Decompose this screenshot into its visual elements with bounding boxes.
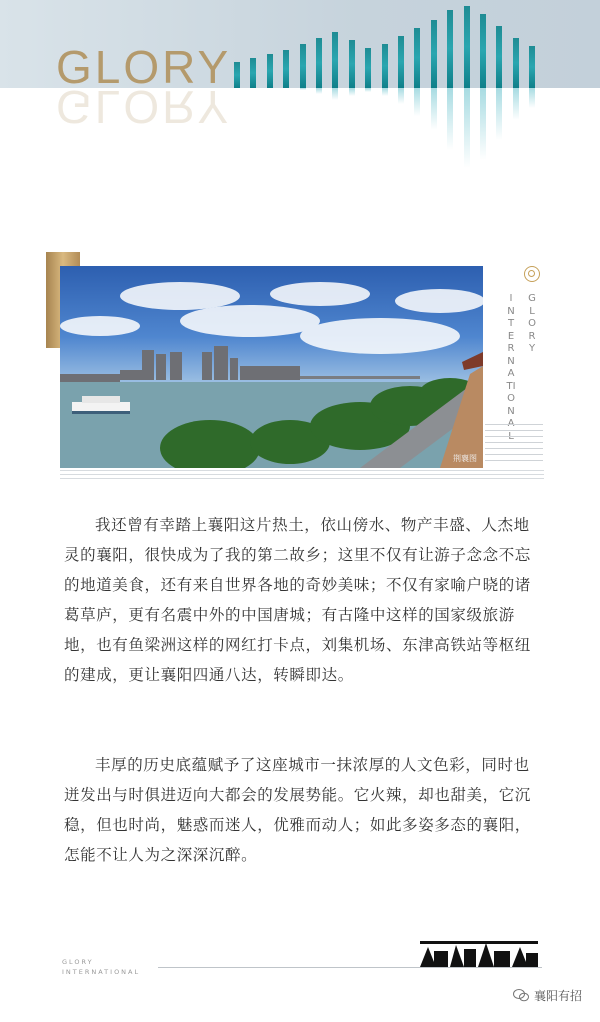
equalizer-bar-reflection — [382, 88, 388, 96]
side-rule-lines — [485, 424, 543, 466]
equalizer-bar-reflection — [349, 88, 355, 96]
equalizer-bar — [382, 44, 388, 88]
equalizer-bar — [496, 26, 502, 88]
equalizer-bar — [447, 10, 453, 88]
equalizer-bar-reflection — [398, 88, 404, 104]
equalizer-bar-reflection — [464, 88, 470, 168]
equalizer-bar — [529, 46, 535, 88]
paragraph-2: 丰厚的历史底蕴赋予了这座城市一抹浓厚的人文色彩，同时也迸发出与时俱进迈向大都会的发展势能。它火辣，却也甜美，它沉稳，但也时尚，魅惑而迷人，优雅而动人；如此多姿多态的襄阳，怎能不让人为之深深沉醉。 — [64, 756, 531, 864]
skyline-buildings — [60, 346, 300, 382]
city-river-photo — [60, 266, 483, 468]
equalizer-bar — [480, 14, 486, 88]
equalizer-bar-reflection — [365, 88, 371, 92]
footer-divider — [158, 967, 542, 968]
clouds — [60, 282, 483, 354]
equalizer-bar-reflection — [431, 88, 437, 130]
header-title: GLORY — [56, 41, 232, 93]
equalizer-bar-reflection — [332, 88, 338, 100]
equalizer-bar-reflection — [513, 88, 519, 120]
equalizer-bar — [300, 44, 306, 88]
equalizer-bar-reflection — [496, 88, 502, 140]
equalizer-bar — [431, 20, 437, 88]
equalizer-bar-reflection — [447, 88, 453, 150]
equalizer-bars-decoration — [234, 0, 544, 180]
equalizer-bar — [283, 50, 289, 88]
side-caption-glory: GLORY — [528, 293, 536, 354]
footer-skyline-icon — [420, 941, 538, 967]
paragraph-1: 我还曾有幸踏上襄阳这片热土，依山傍水、物产丰盛、人杰地灵的襄阳，很快成为了我的第二故乡；这里不仅有让游子念念不忘的地道美食，还有来自世界各地的奇妙美味；不仅有家喻户晓的诸葛草庐，更有名震中外的中国唐城；有古隆中这样的国家级旅游地，也有鱼梁洲这样的网红打卡点，刘集机场、东津高铁站等枢纽的建成，更让襄阳四通八达，转瞬即达。 — [64, 516, 531, 684]
photo-illustration — [60, 266, 483, 468]
tower-roof — [462, 352, 483, 370]
equalizer-bar — [414, 28, 420, 88]
target-circle-icon — [524, 266, 540, 282]
equalizer-bar-reflection — [480, 88, 486, 160]
equalizer-bar-reflection — [300, 88, 306, 90]
bridge — [300, 376, 420, 379]
side-caption-international: INTERNATION L — [506, 293, 516, 442]
footer-label-glory: GLORY — [62, 958, 94, 966]
equalizer-bar-reflection — [529, 88, 535, 108]
wechat-icon — [513, 988, 529, 1002]
watermark-label: 襄阳有招 — [533, 988, 582, 1003]
equalizer-bar — [250, 58, 256, 88]
equalizer-bar — [365, 48, 371, 88]
equalizer-bar — [464, 6, 470, 88]
equalizer-bar-reflection — [316, 88, 322, 94]
equalizer-bar — [234, 62, 240, 88]
equalizer-bar — [316, 38, 322, 88]
header-title-reflection: GLORY — [56, 81, 232, 133]
equalizer-bar — [349, 40, 355, 88]
wechat-watermark — [513, 986, 582, 1004]
equalizer-bar — [267, 54, 273, 88]
equalizer-bar — [398, 36, 404, 88]
photo-underline-rules — [60, 470, 544, 482]
equalizer-bar — [513, 38, 519, 88]
photo-credit: 荆襄图 — [453, 454, 477, 463]
footer-label-international: INTERNATIONAL — [62, 968, 141, 976]
equalizer-bar-reflection — [414, 88, 420, 116]
equalizer-bar — [332, 32, 338, 88]
